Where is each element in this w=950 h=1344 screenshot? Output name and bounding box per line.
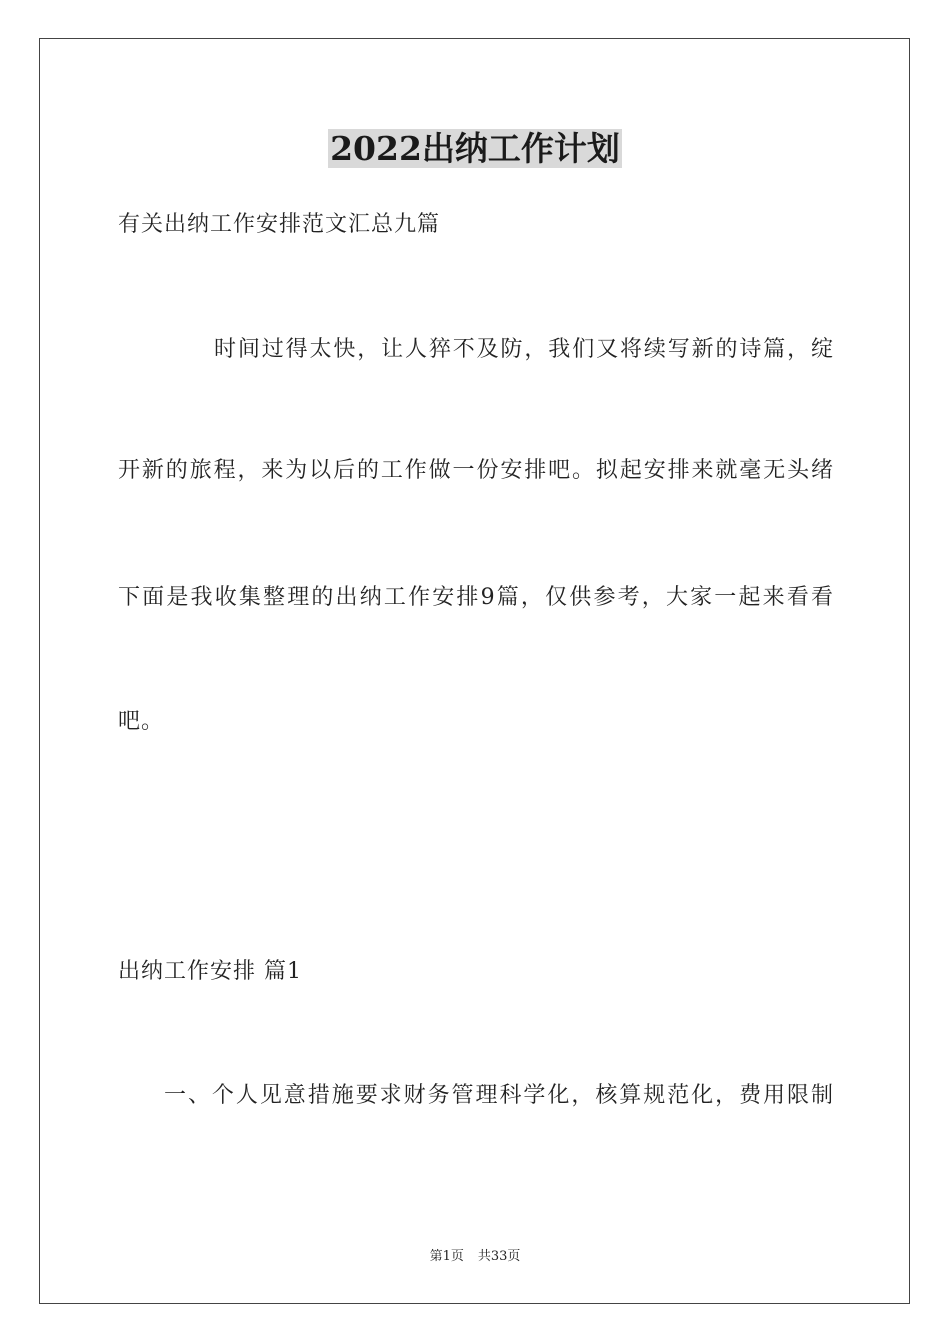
intro-line-2: 开新的旅程，来为以后的工作做一份安排吧。拟起安排来就毫无头绪 <box>118 458 834 483</box>
document-title <box>0 127 950 171</box>
page-number: 第1页 <box>429 1249 464 1264</box>
page-total: 共33页 <box>477 1249 521 1264</box>
intro-line-1: 时间过得太快，让人猝不及防，我们又将续写新的诗篇，绽 <box>214 337 834 362</box>
document-title-text: 2022出纳工作计划 <box>330 129 620 168</box>
intro-line-3: 下面是我收集整理的出纳工作安排9篇，仅供参考，大家一起来看看 <box>118 585 834 610</box>
intro-line-4: 吧。 <box>118 709 165 734</box>
document-subtitle: 有关出纳工作安排范文汇总九篇 <box>118 212 441 237</box>
section-heading: 出纳工作安排 篇1 <box>118 959 302 984</box>
page-footer <box>0 1248 950 1266</box>
section-first-line: 一、个人见意措施要求财务管理科学化，核算规范化，费用限制 <box>164 1083 834 1108</box>
